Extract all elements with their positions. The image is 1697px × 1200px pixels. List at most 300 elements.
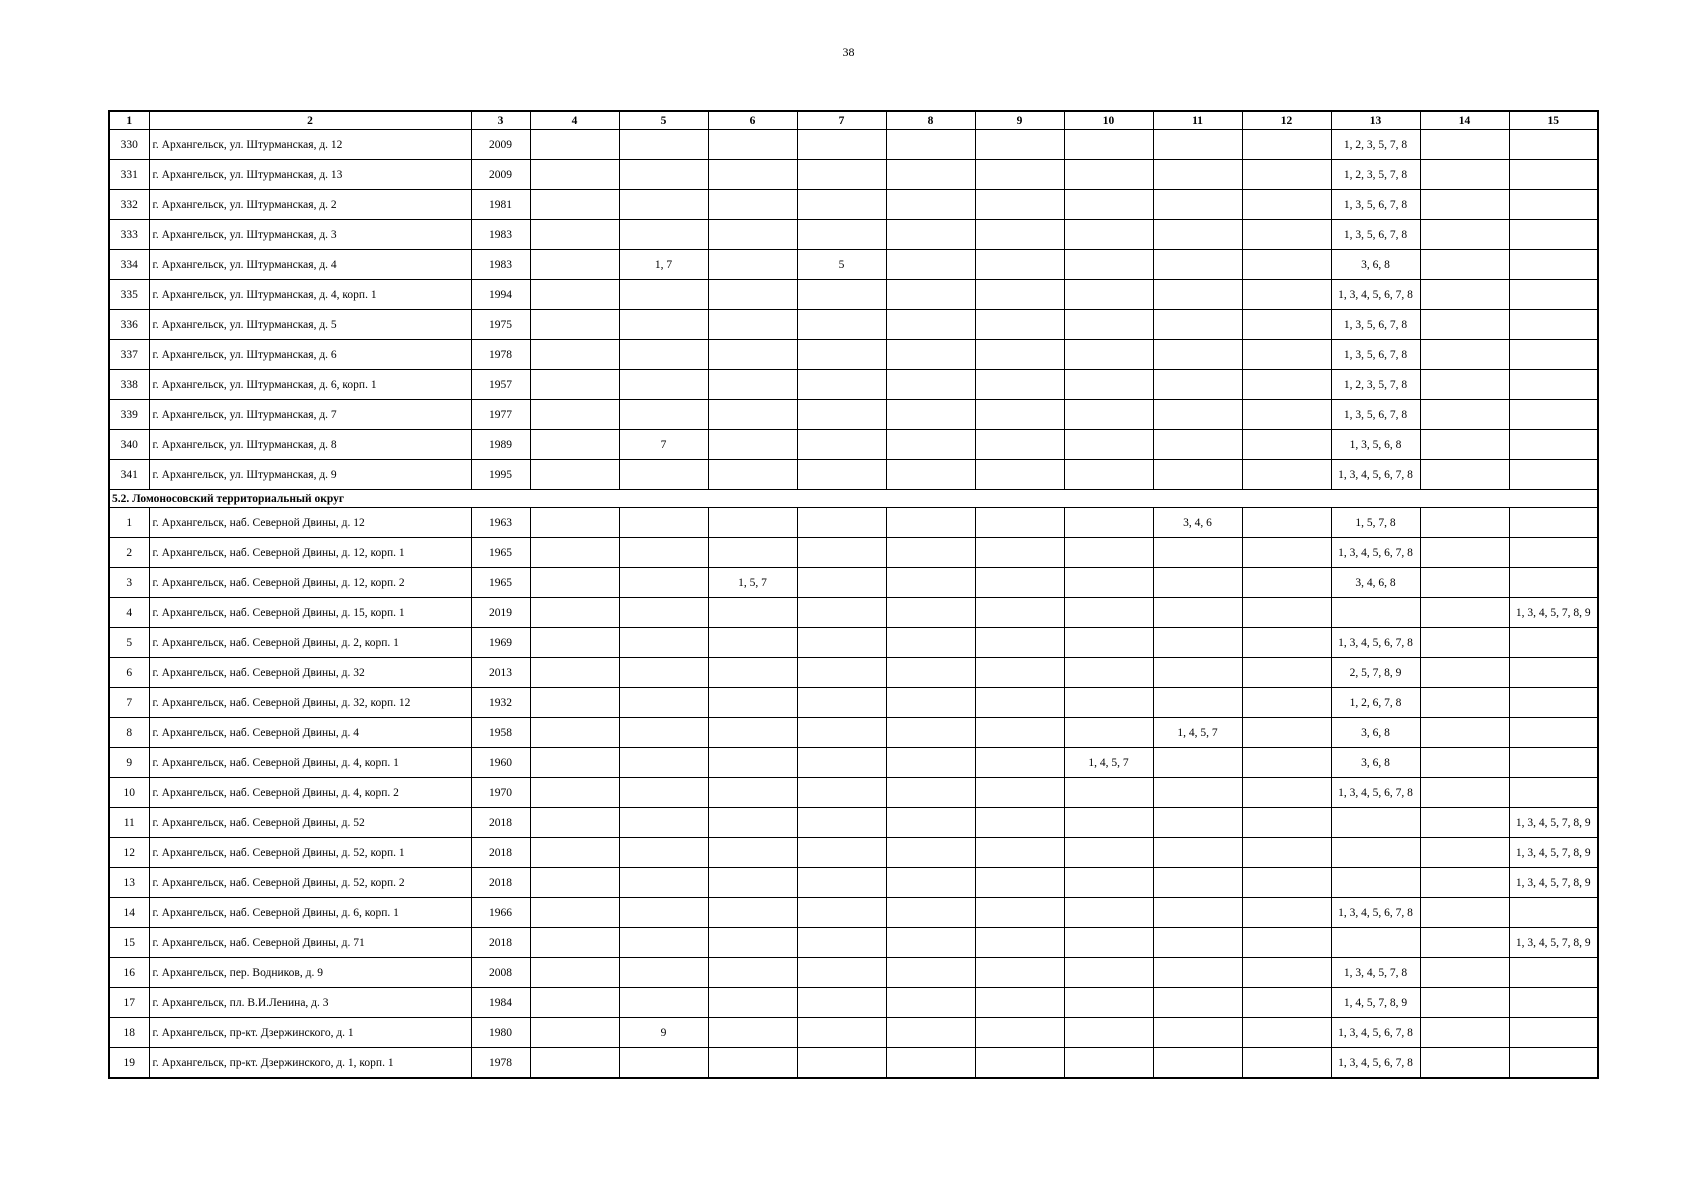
table-cell — [1420, 130, 1509, 160]
address-cell: г. Архангельск, пр-кт. Дзержинского, д. 1 — [149, 1018, 471, 1048]
table-cell — [975, 628, 1064, 658]
row-number-cell: 14 — [109, 898, 149, 928]
table-cell — [530, 928, 619, 958]
table-cell: 1, 3, 5, 6, 7, 8 — [1331, 400, 1420, 430]
table-cell — [886, 838, 975, 868]
table-cell: 9 — [619, 1018, 708, 1048]
table-cell — [1509, 460, 1598, 490]
table-cell — [1509, 538, 1598, 568]
table-cell — [1153, 160, 1242, 190]
table-cell — [886, 628, 975, 658]
table-cell — [1153, 130, 1242, 160]
table-cell — [530, 958, 619, 988]
year-cell: 1978 — [471, 340, 530, 370]
table-cell: 1, 2, 3, 5, 7, 8 — [1331, 370, 1420, 400]
row-number-cell: 19 — [109, 1048, 149, 1079]
row-number-cell: 331 — [109, 160, 149, 190]
year-cell: 2018 — [471, 838, 530, 868]
table-cell — [886, 460, 975, 490]
table-cell — [1064, 928, 1153, 958]
table-cell — [1509, 430, 1598, 460]
table-cell: 1, 2, 6, 7, 8 — [1331, 688, 1420, 718]
table-cell — [1242, 628, 1331, 658]
table-cell — [1420, 220, 1509, 250]
table-cell — [886, 370, 975, 400]
table-cell — [1420, 370, 1509, 400]
table-cell — [1153, 868, 1242, 898]
table-cell — [1153, 538, 1242, 568]
year-cell: 1994 — [471, 280, 530, 310]
address-cell: г. Архангельск, пер. Водников, д. 9 — [149, 958, 471, 988]
table-cell — [1064, 958, 1153, 988]
table-cell — [975, 280, 1064, 310]
address-cell: г. Архангельск, ул. Штурманская, д. 8 — [149, 430, 471, 460]
table-cell — [1509, 340, 1598, 370]
table-cell — [1509, 568, 1598, 598]
table-cell: 1, 3, 4, 5, 7, 8, 9 — [1509, 598, 1598, 628]
year-cell: 1983 — [471, 220, 530, 250]
table-cell — [975, 658, 1064, 688]
table-cell — [708, 988, 797, 1018]
year-cell: 1958 — [471, 718, 530, 748]
table-cell — [1420, 838, 1509, 868]
table-cell — [797, 370, 886, 400]
table-cell — [886, 250, 975, 280]
table-cell — [975, 958, 1064, 988]
table-cell — [1509, 988, 1598, 1018]
table-row — [109, 718, 1598, 748]
table-cell — [1242, 310, 1331, 340]
table-cell — [619, 778, 708, 808]
row-number-cell: 333 — [109, 220, 149, 250]
table-cell — [1064, 340, 1153, 370]
table-cell — [975, 538, 1064, 568]
table-cell — [1420, 898, 1509, 928]
table-cell — [797, 568, 886, 598]
row-number-cell: 2 — [109, 538, 149, 568]
table-cell — [1153, 988, 1242, 1018]
row-number-cell: 8 — [109, 718, 149, 748]
table-cell — [797, 430, 886, 460]
table-cell — [797, 130, 886, 160]
table-cell — [886, 400, 975, 430]
table-cell: 3, 4, 6 — [1153, 508, 1242, 538]
table-cell: 1, 3, 4, 5, 6, 7, 8 — [1331, 538, 1420, 568]
year-cell: 1977 — [471, 400, 530, 430]
year-cell: 1970 — [471, 778, 530, 808]
table-cell — [530, 718, 619, 748]
table-cell — [1242, 658, 1331, 688]
table-cell — [1153, 190, 1242, 220]
table-cell — [1064, 400, 1153, 430]
table-cell — [886, 190, 975, 220]
table-cell — [1064, 130, 1153, 160]
table-cell — [797, 868, 886, 898]
table-cell — [1153, 460, 1242, 490]
table-row — [109, 130, 1598, 160]
table-cell — [886, 868, 975, 898]
table-row — [109, 280, 1598, 310]
table-cell — [619, 838, 708, 868]
table-cell — [1509, 958, 1598, 988]
year-cell: 1989 — [471, 430, 530, 460]
year-cell: 1983 — [471, 250, 530, 280]
table-cell — [619, 508, 708, 538]
table-cell — [1420, 628, 1509, 658]
table-cell — [1509, 748, 1598, 778]
table-cell — [975, 508, 1064, 538]
table-cell — [530, 370, 619, 400]
address-cell: г. Архангельск, наб. Северной Двины, д. 71 — [149, 928, 471, 958]
row-number-cell: 9 — [109, 748, 149, 778]
table-cell — [619, 988, 708, 1018]
table-cell — [975, 808, 1064, 838]
address-cell: г. Архангельск, ул. Штурманская, д. 5 — [149, 310, 471, 340]
table-cell — [530, 160, 619, 190]
column-header: 14 — [1420, 111, 1509, 130]
year-cell: 1975 — [471, 310, 530, 340]
table-cell — [708, 370, 797, 400]
address-cell: г. Архангельск, ул. Штурманская, д. 4 — [149, 250, 471, 280]
table-cell — [797, 778, 886, 808]
table-cell — [1509, 220, 1598, 250]
row-number-cell: 1 — [109, 508, 149, 538]
table-cell — [886, 808, 975, 838]
table-cell: 3, 6, 8 — [1331, 748, 1420, 778]
address-cell: г. Архангельск, ул. Штурманская, д. 6 — [149, 340, 471, 370]
year-cell: 2008 — [471, 958, 530, 988]
table-cell — [530, 658, 619, 688]
table-cell — [1153, 838, 1242, 868]
table-row — [109, 310, 1598, 340]
table-cell — [708, 598, 797, 628]
address-cell: г. Архангельск, пл. В.И.Ленина, д. 3 — [149, 988, 471, 1018]
table-row — [109, 220, 1598, 250]
row-number-cell: 4 — [109, 598, 149, 628]
table-cell — [708, 718, 797, 748]
table-cell — [886, 280, 975, 310]
table-cell — [886, 898, 975, 928]
table-cell — [1064, 718, 1153, 748]
table-cell — [530, 538, 619, 568]
column-header: 6 — [708, 111, 797, 130]
table-cell — [797, 280, 886, 310]
table-cell: 1, 3, 4, 5, 7, 8 — [1331, 958, 1420, 988]
table-cell — [1242, 988, 1331, 1018]
table-cell — [708, 130, 797, 160]
table-cell — [1064, 220, 1153, 250]
year-cell: 1963 — [471, 508, 530, 538]
table-cell — [1420, 400, 1509, 430]
table-cell — [1064, 280, 1153, 310]
table-cell — [1242, 460, 1331, 490]
table-cell — [530, 1018, 619, 1048]
table-cell — [975, 778, 1064, 808]
table-cell — [1420, 460, 1509, 490]
year-cell: 1965 — [471, 568, 530, 598]
table-cell — [1509, 658, 1598, 688]
table-cell — [530, 340, 619, 370]
table-cell — [797, 508, 886, 538]
row-number-cell: 339 — [109, 400, 149, 430]
table-cell — [619, 310, 708, 340]
address-cell: г. Архангельск, ул. Штурманская, д. 7 — [149, 400, 471, 430]
table-cell — [619, 1048, 708, 1079]
table-cell — [530, 568, 619, 598]
table-row — [109, 400, 1598, 430]
table-cell — [1509, 190, 1598, 220]
table-cell — [886, 988, 975, 1018]
table-cell — [708, 220, 797, 250]
table-cell: 2, 5, 7, 8, 9 — [1331, 658, 1420, 688]
year-cell: 1969 — [471, 628, 530, 658]
address-cell: г. Архангельск, ул. Штурманская, д. 12 — [149, 130, 471, 160]
table-cell: 1, 3, 4, 5, 6, 7, 8 — [1331, 778, 1420, 808]
table-cell — [975, 868, 1064, 898]
table-cell: 1, 3, 4, 5, 7, 8, 9 — [1509, 928, 1598, 958]
table-cell — [1420, 430, 1509, 460]
address-cell: г. Архангельск, наб. Северной Двины, д. 12, корп. 1 — [149, 538, 471, 568]
year-cell: 2009 — [471, 160, 530, 190]
table-cell — [1153, 340, 1242, 370]
table-cell: 3, 6, 8 — [1331, 250, 1420, 280]
table-cell — [1420, 568, 1509, 598]
table-cell — [886, 568, 975, 598]
table-cell — [1153, 688, 1242, 718]
table-cell: 5 — [797, 250, 886, 280]
row-number-cell: 338 — [109, 370, 149, 400]
table-cell — [1064, 460, 1153, 490]
table-cell: 1, 3, 4, 5, 7, 8, 9 — [1509, 808, 1598, 838]
table-cell — [619, 928, 708, 958]
table-cell — [1420, 598, 1509, 628]
table-cell — [530, 280, 619, 310]
table-row — [109, 598, 1598, 628]
table-cell — [1420, 748, 1509, 778]
table-row — [109, 808, 1598, 838]
table-cell — [1509, 160, 1598, 190]
table-cell: 1, 2, 3, 5, 7, 8 — [1331, 130, 1420, 160]
table-cell — [1509, 718, 1598, 748]
table-cell — [1242, 718, 1331, 748]
table-cell — [619, 808, 708, 838]
table-cell — [1509, 310, 1598, 340]
table-cell — [708, 160, 797, 190]
column-header: 1 — [109, 111, 149, 130]
table-cell — [1331, 808, 1420, 838]
table-cell — [1153, 1018, 1242, 1048]
year-cell: 1965 — [471, 538, 530, 568]
table-cell — [619, 538, 708, 568]
address-cell: г. Архангельск, наб. Северной Двины, д. 12, корп. 2 — [149, 568, 471, 598]
table-cell — [708, 508, 797, 538]
row-number-cell: 335 — [109, 280, 149, 310]
table-cell — [797, 718, 886, 748]
table-cell — [797, 928, 886, 958]
column-header: 11 — [1153, 111, 1242, 130]
table-cell — [797, 160, 886, 190]
table-cell — [1153, 958, 1242, 988]
table-cell — [708, 190, 797, 220]
table-cell — [1242, 340, 1331, 370]
table-cell — [975, 1018, 1064, 1048]
table-row — [109, 658, 1598, 688]
table-cell — [886, 1048, 975, 1079]
table-cell — [1153, 598, 1242, 628]
table-cell — [1420, 538, 1509, 568]
table-cell: 3, 6, 8 — [1331, 718, 1420, 748]
table-cell — [797, 340, 886, 370]
table-cell — [886, 430, 975, 460]
table-cell — [530, 220, 619, 250]
table-cell — [975, 250, 1064, 280]
page-number: 38 — [842, 45, 855, 59]
table-cell — [530, 808, 619, 838]
table-row — [109, 460, 1598, 490]
housing-table — [108, 110, 1599, 1079]
table-cell — [1242, 430, 1331, 460]
table-cell — [1153, 898, 1242, 928]
table-cell — [1064, 838, 1153, 868]
table-cell — [619, 958, 708, 988]
table-cell — [1331, 838, 1420, 868]
table-cell — [886, 598, 975, 628]
table-cell — [619, 688, 708, 718]
table-cell — [619, 460, 708, 490]
table-cell — [797, 658, 886, 688]
column-header: 12 — [1242, 111, 1331, 130]
table-cell — [886, 928, 975, 958]
table-cell: 1, 3, 4, 5, 6, 7, 8 — [1331, 280, 1420, 310]
table-cell — [708, 898, 797, 928]
table-cell — [1242, 748, 1331, 778]
table-cell — [1420, 688, 1509, 718]
year-cell: 1957 — [471, 370, 530, 400]
table-cell — [975, 160, 1064, 190]
table-cell — [797, 460, 886, 490]
table-cell — [1420, 868, 1509, 898]
column-header: 5 — [619, 111, 708, 130]
table-cell — [886, 688, 975, 718]
table-cell — [886, 658, 975, 688]
table-row — [109, 340, 1598, 370]
table-cell — [1064, 538, 1153, 568]
year-cell: 1981 — [471, 190, 530, 220]
table-cell — [1242, 958, 1331, 988]
table-cell — [1153, 370, 1242, 400]
table-cell — [1064, 778, 1153, 808]
column-header: 2 — [149, 111, 471, 130]
table-cell — [619, 190, 708, 220]
table-cell — [1242, 1018, 1331, 1048]
table-cell — [1064, 658, 1153, 688]
table-cell — [1242, 568, 1331, 598]
table-cell — [797, 220, 886, 250]
table-cell — [708, 400, 797, 430]
table-cell — [1242, 190, 1331, 220]
year-cell: 1966 — [471, 898, 530, 928]
row-number-cell: 5 — [109, 628, 149, 658]
address-cell: г. Архангельск, наб. Северной Двины, д. 4, корп. 2 — [149, 778, 471, 808]
table-cell: 1, 5, 7, 8 — [1331, 508, 1420, 538]
table-cell — [886, 1018, 975, 1048]
table-cell — [1153, 778, 1242, 808]
row-number-cell: 12 — [109, 838, 149, 868]
table-cell — [1242, 778, 1331, 808]
table-cell — [1420, 1048, 1509, 1079]
row-number-cell: 13 — [109, 868, 149, 898]
table-cell — [1242, 538, 1331, 568]
table-cell — [975, 190, 1064, 220]
table-cell — [1064, 598, 1153, 628]
column-header: 15 — [1509, 111, 1598, 130]
table-cell — [619, 370, 708, 400]
table-cell — [708, 838, 797, 868]
table-cell — [1064, 1048, 1153, 1079]
column-header: 3 — [471, 111, 530, 130]
table-cell — [1420, 988, 1509, 1018]
table-cell — [797, 838, 886, 868]
table-cell — [619, 400, 708, 430]
table-cell — [530, 400, 619, 430]
table-cell — [975, 310, 1064, 340]
table-cell: 1, 4, 5, 7 — [1153, 718, 1242, 748]
table-cell — [797, 400, 886, 430]
table-row — [109, 190, 1598, 220]
table-cell — [708, 628, 797, 658]
table-cell — [530, 748, 619, 778]
table-cell — [708, 250, 797, 280]
table-cell — [619, 130, 708, 160]
table-cell — [1331, 928, 1420, 958]
row-number-cell: 10 — [109, 778, 149, 808]
row-number-cell: 341 — [109, 460, 149, 490]
table-cell — [619, 598, 708, 628]
table-cell — [1242, 808, 1331, 838]
table-cell — [1509, 628, 1598, 658]
table-cell — [1242, 898, 1331, 928]
table-cell — [530, 250, 619, 280]
table-cell — [1064, 430, 1153, 460]
table-cell — [1153, 280, 1242, 310]
table-cell — [619, 220, 708, 250]
table-cell — [1509, 1018, 1598, 1048]
table-cell — [975, 430, 1064, 460]
table-cell — [1420, 778, 1509, 808]
table-row — [109, 958, 1598, 988]
address-cell: г. Архангельск, ул. Штурманская, д. 9 — [149, 460, 471, 490]
year-cell: 1932 — [471, 688, 530, 718]
table-cell: 1, 3, 5, 6, 7, 8 — [1331, 190, 1420, 220]
table-cell — [1064, 898, 1153, 928]
table-cell — [1420, 658, 1509, 688]
table-cell — [1153, 568, 1242, 598]
table-cell — [1420, 310, 1509, 340]
table-cell — [1420, 160, 1509, 190]
table-cell — [1242, 868, 1331, 898]
table-cell — [1153, 310, 1242, 340]
row-number-cell: 334 — [109, 250, 149, 280]
table-cell — [708, 1048, 797, 1079]
table-cell — [975, 568, 1064, 598]
table-cell — [886, 340, 975, 370]
table-cell — [886, 220, 975, 250]
year-cell: 1978 — [471, 1048, 530, 1079]
table-row — [109, 838, 1598, 868]
table-cell — [1420, 1018, 1509, 1048]
table-cell — [1242, 280, 1331, 310]
table-cell — [797, 190, 886, 220]
